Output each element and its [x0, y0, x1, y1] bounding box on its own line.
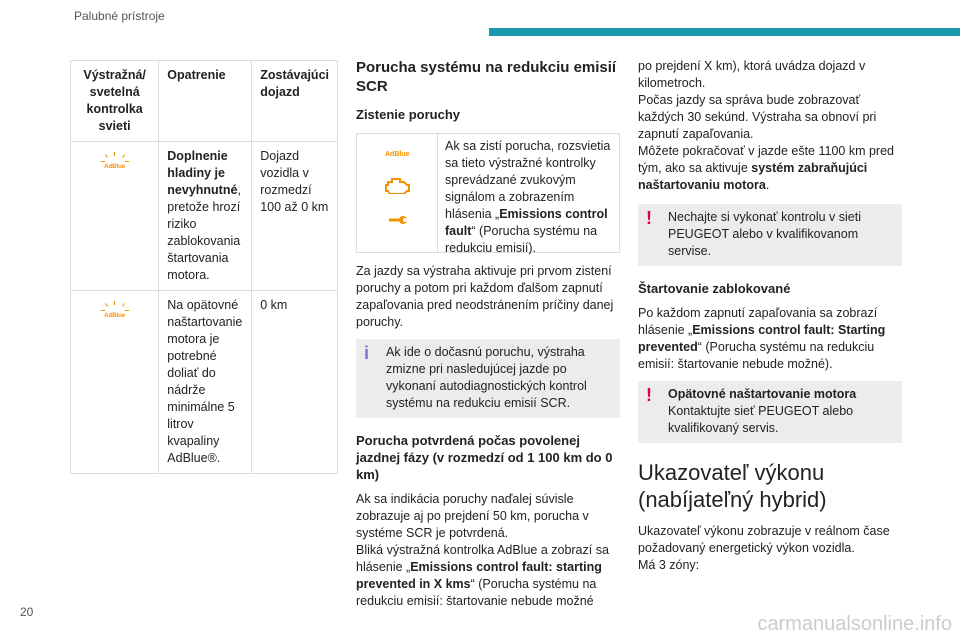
subsection-start-blocked: Štartovanie zablokované — [638, 281, 791, 296]
paragraph: Má 3 zóny: — [638, 558, 700, 572]
paragraph: Môžete pokračovať v jazde ešte 1100 km pred tým, ako sa aktivuje systém zabraňujúci naštartovaniu motora. — [638, 144, 894, 192]
warning-exclamation-icon: ! — [646, 385, 652, 405]
warning-box: ! Opätovné naštartovanie motora Kontaktujte sieť PEUGEOT alebo kvalifikovaný servis. — [638, 381, 902, 443]
adblue-icon: AdBlue — [385, 151, 410, 158]
section-title-power-indicator: Ukazovateľ výkonu (nabíjateľný hybrid) — [638, 460, 827, 512]
page-header-title: Palubné prístroje — [74, 9, 165, 23]
subsection-confirmed-fault: Porucha potvrdená počas povolenej jazdnej fázy (v rozmedzí od 1 100 km do 0 km) — [356, 433, 613, 482]
fault-icons-box — [356, 133, 620, 253]
paragraph: Počas jazdy sa správa bude zobrazovať každých 30 sekúnd. Výstraha sa obnoví pri zapnutí zapaľovania. — [638, 93, 877, 141]
table-header-action: Opatrenie — [159, 61, 252, 142]
warning-table — [70, 60, 338, 474]
adblue-warning-icon: AdBlue — [71, 291, 159, 474]
table-header-range: Zostávajúci dojazd — [252, 61, 338, 142]
paragraph: Ukazovateľ výkonu zobrazuje v reálnom čase požadovaný energetický výkon vozidla. — [638, 524, 890, 555]
table-cell-action: Doplnenie hladiny je nevyhnutné, pretože hrozí riziko zablokovania štartovania motora. — [159, 142, 252, 291]
warning-box: ! Nechajte si vykonať kontrolu v sieti PEUGEOT alebo v kvalifikovanom servise. — [638, 204, 902, 266]
wrench-icon — [387, 214, 409, 226]
section-title-scr: Porucha systému na redukciu emisií SCR — [356, 59, 617, 95]
warning-exclamation-icon: ! — [646, 208, 652, 228]
engine-check-icon — [385, 176, 411, 194]
table-cell-range: Dojazd vozidla v rozmedzí 100 až 0 km — [252, 142, 338, 291]
paragraph: Po každom zapnutí zapaľovania sa zobrazí hlásenie „Emissions control fault: Starting prevented“ (Porucha systému na redukciu emisií: štartovanie nebude možné). — [638, 306, 886, 371]
table-header-light: Výstražná/ svetelná kontrolka svieti — [71, 61, 159, 142]
table-cell-action: Na opätovné naštartovanie motora je potrebné doliať do nádrže minimálne 5 litrov kvapaliny AdBlue®. — [159, 291, 252, 474]
paragraph: Bliká výstražná kontrolka AdBlue a zobrazí sa hlásenie „Emissions control fault: starting prevented in X kms“ (Porucha systému na redukciu emisií: štartovanie nebude možné — [356, 543, 609, 608]
table-row — [71, 291, 338, 474]
info-box: i Ak ide o dočasnú poruchu, výstraha zmizne pri nasledujúcej jazde po vykonaní autodiagnostických kontrol systému na redukciu emisií SCR. — [356, 339, 620, 418]
paragraph: Za jazdy sa výstraha aktivuje pri prvom zistení poruchy a potom pri každom ďalšom zapnutí zapaľovania pred neodstránením príčiny danej poruchy. — [356, 264, 614, 329]
right-column — [638, 58, 902, 574]
paragraph: Ak sa indikácia poruchy naďalej súvisle zobrazuje aj po prejdení 50 km, porucha v systéme SCR je potvrdená. — [356, 492, 589, 540]
fault-icons-text: Ak sa zistí porucha, rozsvietia sa tieto výstražné kontrolky sprevádzané zvukovým signálom a zobrazením hlásenia „Emissions control fault“ (Porucha systému na redukciu emisií). — [445, 139, 611, 255]
watermark: carmanualsonline.info — [757, 613, 952, 635]
adblue-warning-icon: AdBlue — [71, 142, 159, 291]
middle-column — [356, 58, 620, 610]
info-icon: i — [364, 343, 370, 363]
header-accent-bar — [489, 28, 960, 36]
table-row — [71, 142, 338, 291]
paragraph: po prejdení X km), ktorá uvádza dojazd v kilometroch. — [638, 59, 866, 90]
page-number: 20 — [20, 605, 34, 619]
table-cell-range: 0 km — [252, 291, 338, 474]
subsection-fault-detection: Zistenie poruchy — [356, 107, 461, 122]
